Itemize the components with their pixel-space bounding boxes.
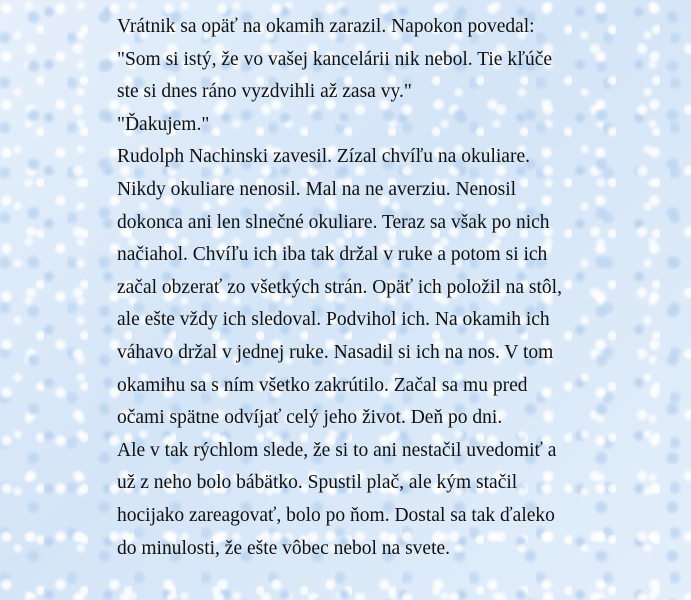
text-line: ste si dnes ráno vyzdvihli až zasa vy." — [117, 81, 412, 103]
text-line: váhavo držal v jednej ruke. Nasadil si ich na nos. V tom — [117, 341, 554, 363]
text-line: Vrátnik sa opäť na okamih zarazil. Napokon povedal: — [117, 16, 535, 37]
text-line: Ale v tak rýchlom slede, že si to ani nestačil uvedomiť a — [117, 439, 557, 461]
text-line: Nikdy okuliare nenosil. Mal na ne averziu. Nenosil — [117, 178, 517, 200]
text-line: okamihu sa s ním všetko zakrútilo. Začal sa mu pred — [117, 374, 528, 396]
text-line: dokonca ani len slnečné okuliare. Teraz sa však po nich — [117, 211, 550, 233]
text-line: Rudolph Nachinski zavesil. Zízal chvíľu na okuliare. — [117, 146, 530, 168]
story-text — [117, 11, 677, 565]
text-line: ale ešte vždy ich sledoval. Podvihol ich. Na okamih ich — [117, 309, 550, 331]
text-line: očami spätne odvíjať celý jeho život. Deň po dni. — [117, 407, 503, 429]
text-line: hocijako zareagovať, bolo po ňom. Dostal sa tak ďaleko — [117, 504, 555, 526]
text-line: "Ďakujem." — [117, 113, 210, 135]
text-line: začal obzerať zo všetkých strán. Opäť ich položil na stôl, — [117, 276, 562, 298]
text-line: už z neho bolo bábätko. Spustil plač, ale kým stačil — [117, 472, 518, 494]
text-line: do minulosti, že ešte vôbec nebol na svete. — [117, 537, 451, 559]
text-line: "Som si istý, že vo vašej kancelárii nik nebol. Tie kľúče — [117, 48, 553, 70]
text-line: načiahol. Chvíľu ich iba tak držal v ruke a potom si ich — [117, 244, 548, 266]
